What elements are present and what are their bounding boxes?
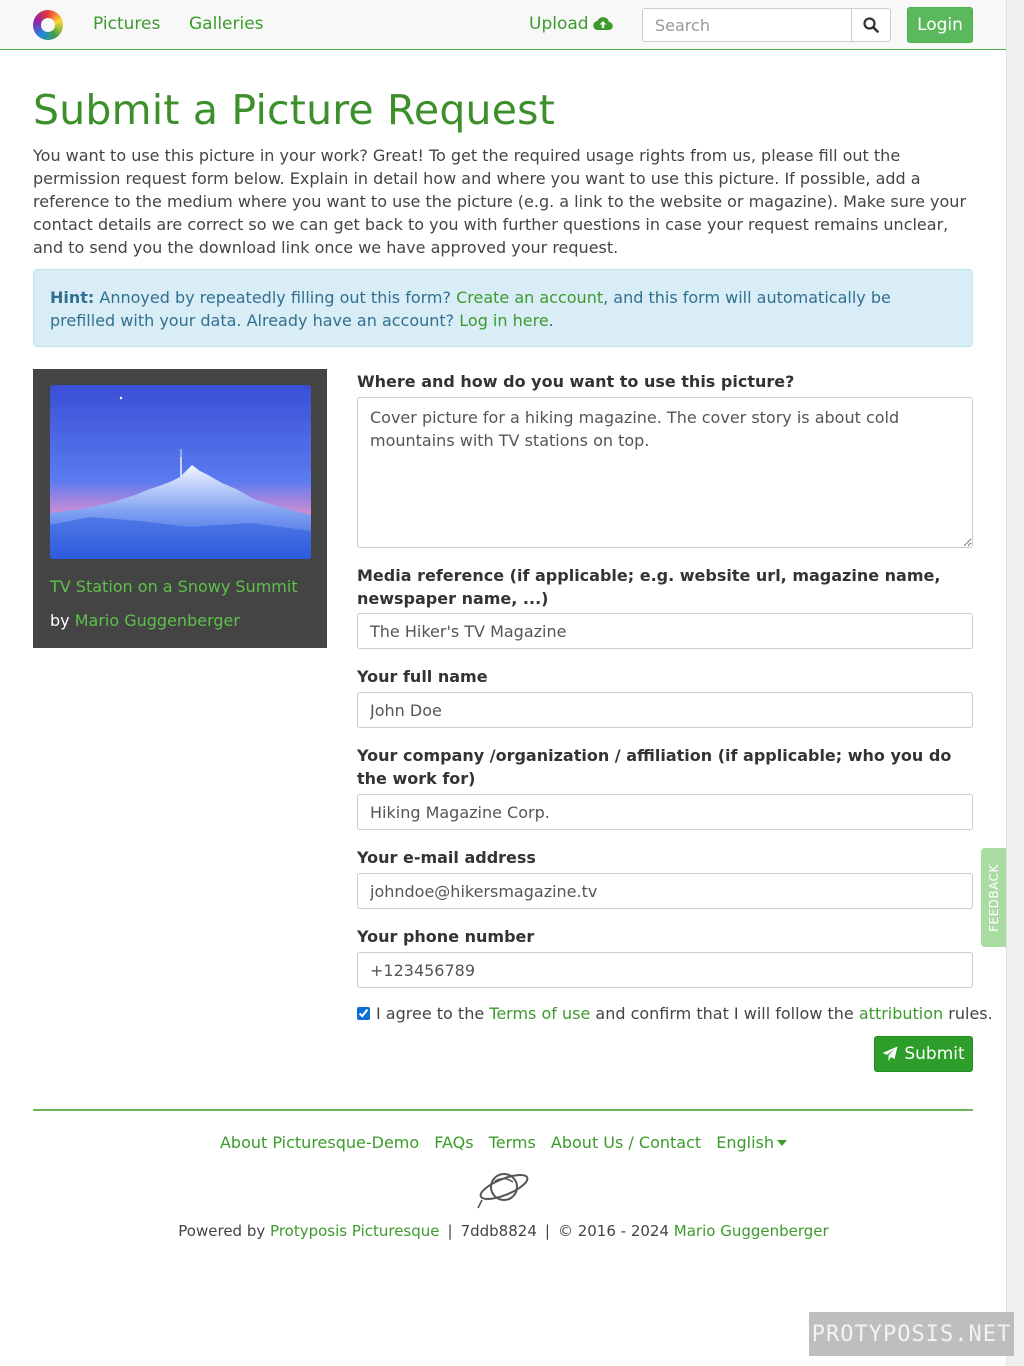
phone-input[interactable] bbox=[357, 952, 973, 988]
upload-label: Upload bbox=[529, 14, 589, 34]
footer-links bbox=[0, 1133, 1007, 1152]
snowy-summit-image bbox=[50, 385, 311, 559]
email-label: Your e-mail address bbox=[357, 848, 536, 867]
agree-text-after: rules. bbox=[943, 1004, 993, 1023]
planet-logo-icon bbox=[476, 1164, 532, 1210]
media-reference-input[interactable] bbox=[357, 613, 973, 649]
submit-label: Submit bbox=[904, 1044, 965, 1064]
language-label: English bbox=[716, 1133, 775, 1152]
hint-text-middle: , and this form will automatically be prefilled with your data. Already have an account? bbox=[50, 288, 891, 330]
media-reference-label: Media reference (if applicable; e.g. website url, magazine name, newspaper name, ...) bbox=[357, 566, 941, 608]
copyright-text: © 2016 - 2024 bbox=[557, 1222, 670, 1240]
paper-plane-icon bbox=[882, 1046, 898, 1062]
company-input[interactable] bbox=[357, 794, 973, 830]
scrollbar[interactable] bbox=[1006, 0, 1024, 1366]
powered-by-label: Powered by bbox=[178, 1222, 266, 1240]
cloud-upload-icon bbox=[593, 15, 613, 31]
logo-icon[interactable] bbox=[33, 10, 63, 40]
nav-pictures-link[interactable]: Pictures bbox=[93, 14, 161, 34]
footer-divider bbox=[33, 1109, 973, 1111]
picture-byline bbox=[50, 611, 240, 630]
navbar bbox=[0, 0, 1007, 50]
picture-thumbnail[interactable] bbox=[50, 385, 311, 559]
submit-button[interactable] bbox=[874, 1036, 973, 1072]
build-id: 7ddb8824 bbox=[460, 1222, 537, 1240]
powered-by-line: Powered by Protyposis Picturesque | 7ddb8824 | © 2016 - 2024 Mario Guggenberger bbox=[178, 1222, 829, 1240]
search-input[interactable] bbox=[642, 8, 852, 42]
hint-box bbox=[33, 269, 973, 347]
phone-label: Your phone number bbox=[357, 927, 535, 946]
hint-text-after: . bbox=[548, 311, 554, 330]
hint-label: Hint: bbox=[50, 288, 95, 307]
usage-label: Where and how do you want to use this picture? bbox=[357, 372, 795, 391]
nav-galleries-link[interactable]: Galleries bbox=[189, 14, 264, 34]
terms-of-use-link[interactable]: Terms of use bbox=[489, 1004, 591, 1023]
picture-author-link[interactable]: Mario Guggenberger bbox=[74, 611, 240, 630]
product-link[interactable]: Protyposis Picturesque bbox=[270, 1222, 440, 1240]
search-button[interactable] bbox=[851, 8, 891, 42]
email-input[interactable] bbox=[357, 873, 973, 909]
footer-faqs-link[interactable]: FAQs bbox=[434, 1133, 474, 1152]
login-button[interactable]: Login bbox=[907, 7, 973, 43]
picture-title-link[interactable]: TV Station on a Snowy Summit bbox=[50, 577, 298, 596]
full-name-label: Your full name bbox=[357, 667, 488, 686]
attribution-link[interactable]: attribution bbox=[858, 1004, 944, 1023]
footer-terms-link[interactable]: Terms bbox=[488, 1133, 536, 1152]
create-account-link[interactable]: Create an account bbox=[456, 288, 604, 307]
footer-author-link[interactable]: Mario Guggenberger bbox=[673, 1222, 829, 1240]
picture-card bbox=[33, 369, 327, 648]
hint-text-before: Annoyed by repeatedly filling out this form? bbox=[94, 288, 457, 307]
footer-contact-link[interactable]: About Us / Contact bbox=[550, 1133, 702, 1152]
full-name-input[interactable] bbox=[357, 692, 973, 728]
upload-link[interactable] bbox=[529, 14, 613, 34]
usage-textarea[interactable] bbox=[357, 397, 973, 548]
search-icon bbox=[863, 17, 879, 33]
caret-down-icon bbox=[777, 1140, 787, 1146]
company-label: Your company /organization / affiliation (if applicable; who you do the work for) bbox=[357, 746, 952, 788]
agree-row bbox=[357, 1004, 993, 1023]
watermark: PROTYPOSIS.NET bbox=[809, 1312, 1014, 1356]
intro-text: You want to use this picture in your work? Great! To get the required usage rights from us, please fill out the permission request form below. Explain in detail how and where you want to use this picture. If possible, add a reference to the medium where you want to use the picture (e.g. a link to the website or magazine). Make sure your contact details are correct so we can get back to you with further questions in case your request remains unclear, and to send you the download link once we have approved your request. bbox=[33, 146, 967, 257]
feedback-tab[interactable] bbox=[981, 848, 1007, 947]
language-dropdown[interactable] bbox=[716, 1133, 787, 1152]
agree-checkbox[interactable] bbox=[357, 1007, 370, 1020]
page-title: Submit a Picture Request bbox=[33, 86, 556, 134]
agree-text-before: I agree to the bbox=[376, 1004, 490, 1023]
footer-about-link[interactable]: About Picturesque-Demo bbox=[219, 1133, 420, 1152]
feedback-label: FEEDBACK bbox=[987, 864, 1001, 932]
picture-by-label: by bbox=[50, 611, 70, 630]
agree-text-middle: and confirm that I will follow the bbox=[590, 1004, 859, 1023]
login-here-link[interactable]: Log in here bbox=[459, 311, 549, 330]
